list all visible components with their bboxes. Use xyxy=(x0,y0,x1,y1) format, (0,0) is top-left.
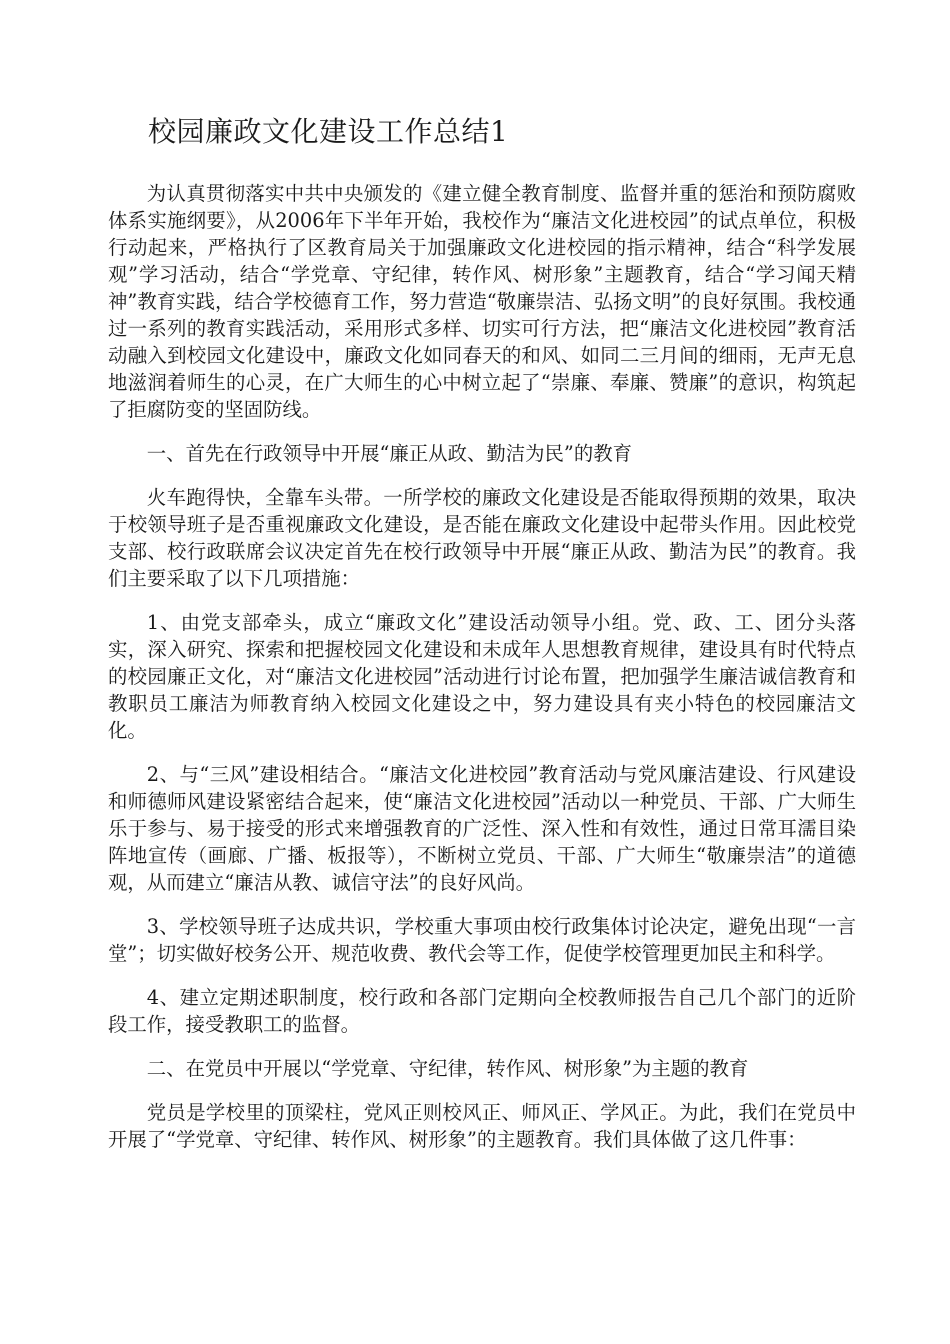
body-paragraph: 党员是学校里的顶梁柱，党风正则校风正、师风正、学风正。为此，我们在党员中开展了“学党章、守纪律、转作风、树形象”的主题教育。我们具体做了这几件事： xyxy=(108,1101,856,1151)
list-item-1: 1、由党支部牵头，成立“廉政文化”建设活动领导小组。党、政、工、团分头落实，深入研究、探索和把握校园文化建设和未成年人思想教育规律，建设具有时代特点的校园廉正文化，对“廉洁文化进校园”活动进行讨论布置，把加强学生廉洁诚信教育和教职员工廉洁为师教育纳入校园文化建设之中，努力建设具有夹小特色的校园廉洁文化。 xyxy=(108,611,856,742)
list-item-3: 3、学校领导班子达成共识，学校重大事项由校行政集体讨论决定，避免出现“一言堂”；切实做好校务公开、规范收费、教代会等工作，促使学校管理更加民主和科学。 xyxy=(108,915,856,965)
intro-paragraph: 为认真贯彻落实中共中央颁发的《建立健全教育制度、监督并重的惩治和预防腐败体系实施纲要》，从2006年下半年开始，我校作为“廉洁文化进校园”的试点单位，积极行动起来，严格执行了区教育局关于加强廉政文化进校园的指示精神，结合“科学发展观”学习活动，结合“学党章、守纪律，转作风、树形象”主题教育，结合“学习闻天精神”教育实践，结合学校德育工作，努力营造“敬廉崇洁、弘扬文明”的良好氛围。我校通过一系列的教育实践活动，采用形式多样、切实可行方法，把“廉洁文化进校园”教育活动融入到校园文化建设中，廉政文化如同春天的和风、如同二三月间的细雨，无声无息地滋润着师生的心灵，在广大师生的心中树立起了“崇廉、奉廉、赞廉”的意识，构筑起了拒腐防变的坚固防线。 xyxy=(108,182,856,421)
section-heading-2: 二、在党员中开展以“学党章、守纪律，转作风、树形象”为主题的教育 xyxy=(146,1057,749,1080)
body-paragraph: 火车跑得快，全靠车头带。一所学校的廉政文化建设是否能取得预期的效果，取决于校领导班子是否重视廉政文化建设，是否能在廉政文化建设中起带头作用。因此校党支部、校行政联席会议决定首先在校行政领导中开展“廉正从政、勤洁为民”的教育。我们主要采取了以下几项措施： xyxy=(108,486,856,590)
section-heading-1: 一、首先在行政领导中开展“廉正从政、勤洁为民”的教育 xyxy=(146,442,632,465)
list-item-4: 4、建立定期述职制度，校行政和各部门定期向全校教师报告自己几个部门的近阶段工作，接受教职工的监督。 xyxy=(108,986,856,1036)
list-item-2: 2、与“三风”建设相结合。“廉洁文化进校园”教育活动与党风廉洁建设、行风建设和师德师风建设紧密结合起来，使“廉洁文化进校园”活动以一种党员、干部、广大师生乐于参与、易于接受的形式来增强教育的广泛性、深入性和有效性，通过日常耳濡目染阵地宣传（画廊、广播、板报等），不断树立党员、干部、广大师生“敬廉崇洁”的道德观，从而建立“廉洁从教、诚信守法”的良好风尚。 xyxy=(108,763,856,894)
document-title: 校园廉政文化建设工作总结1 xyxy=(148,115,509,148)
document-body xyxy=(108,180,856,1170)
